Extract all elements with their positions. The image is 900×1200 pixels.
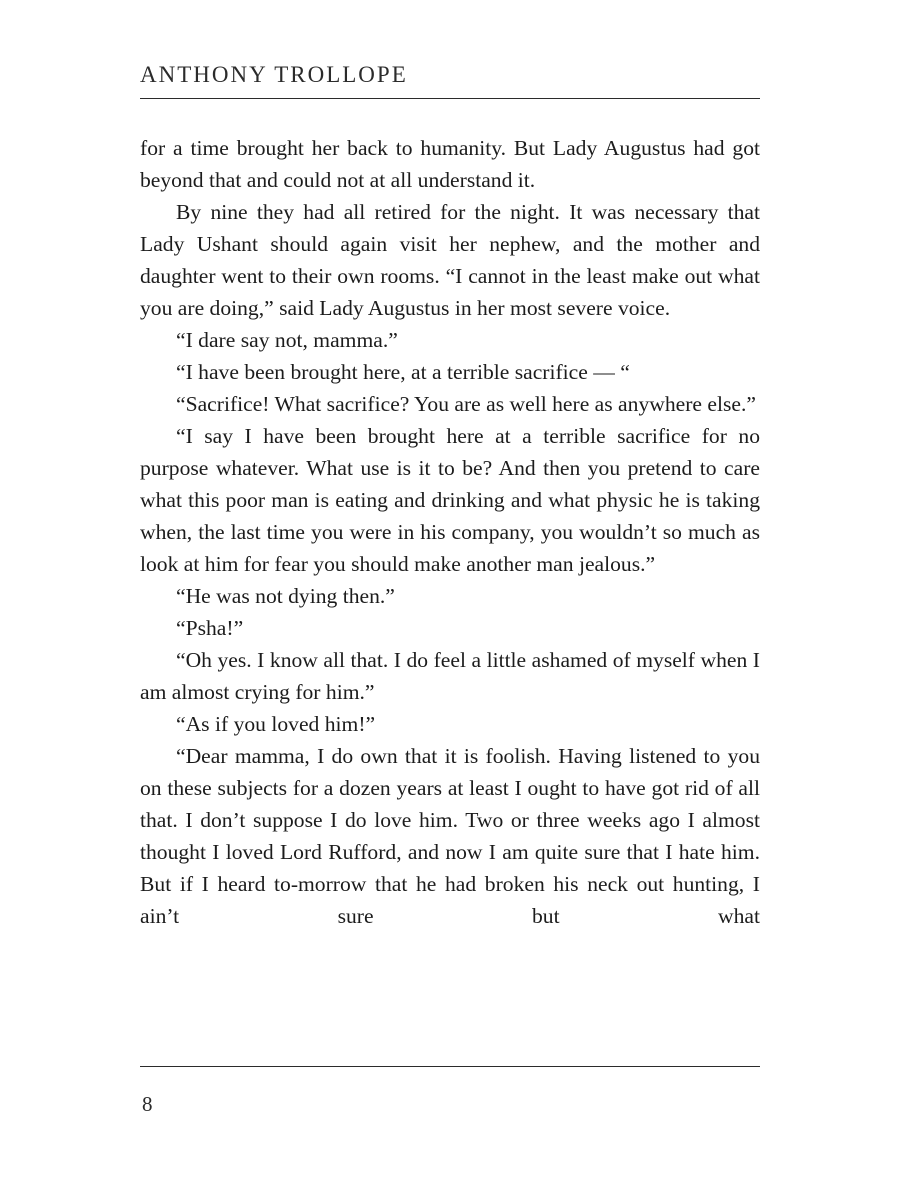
paragraph: “Sacrifice! What sacrifice? You are as well here as anywhere else.” <box>176 392 756 416</box>
paragraph: “I have been brought here, at a terrible sacrifice — “ <box>176 360 630 384</box>
paragraph: “As if you loved him!” <box>176 712 376 736</box>
running-head: ANTHONY TROLLOPE <box>140 62 408 87</box>
paragraph: “I dare say not, mamma.” <box>176 328 398 352</box>
footer-rule <box>140 1066 760 1067</box>
paragraph: “I say I have been brought here at a terrible sacrifice for no purpose whatever. What use is it to be? And then you pretend to care what this poor man is eating and drinking and what physic he is taking when, the last time you were in his company, you wouldn’t so much as look at him for fear you should make another man jealous.” <box>140 424 760 576</box>
paragraph: By nine they had all retired for the night. It was necessary that Lady Ushant should again visit her nephew, and the mother and daughter went to their own rooms. “I cannot in the least make out what you are doing,” said Lady Augustus in her most severe voice. <box>140 200 760 320</box>
page-number: 8 <box>142 1092 153 1116</box>
paragraph: “Oh yes. I know all that. I do feel a little ashamed of myself when I am almost crying for him.” <box>140 648 760 704</box>
header-rule <box>140 98 760 99</box>
paragraph: “Psha!” <box>176 616 244 640</box>
body-text <box>140 132 760 964</box>
paragraph: “Dear mamma, I do own that it is foolish. Having listened to you on these subjects for a dozen years at least I ought to have got rid of all that. I don’t suppose I do love him. Two or three weeks ago I almost thought I loved Lord Rufford, and now I am quite sure that I hate him. But if I heard to-morrow that he had broken his neck out hunting, I ain’t sure but what <box>140 744 760 928</box>
paragraph: “He was not dying then.” <box>176 584 395 608</box>
paragraph: for a time brought her back to humanity. But Lady Augustus had got beyond that and could not at all understand it. <box>140 136 760 192</box>
